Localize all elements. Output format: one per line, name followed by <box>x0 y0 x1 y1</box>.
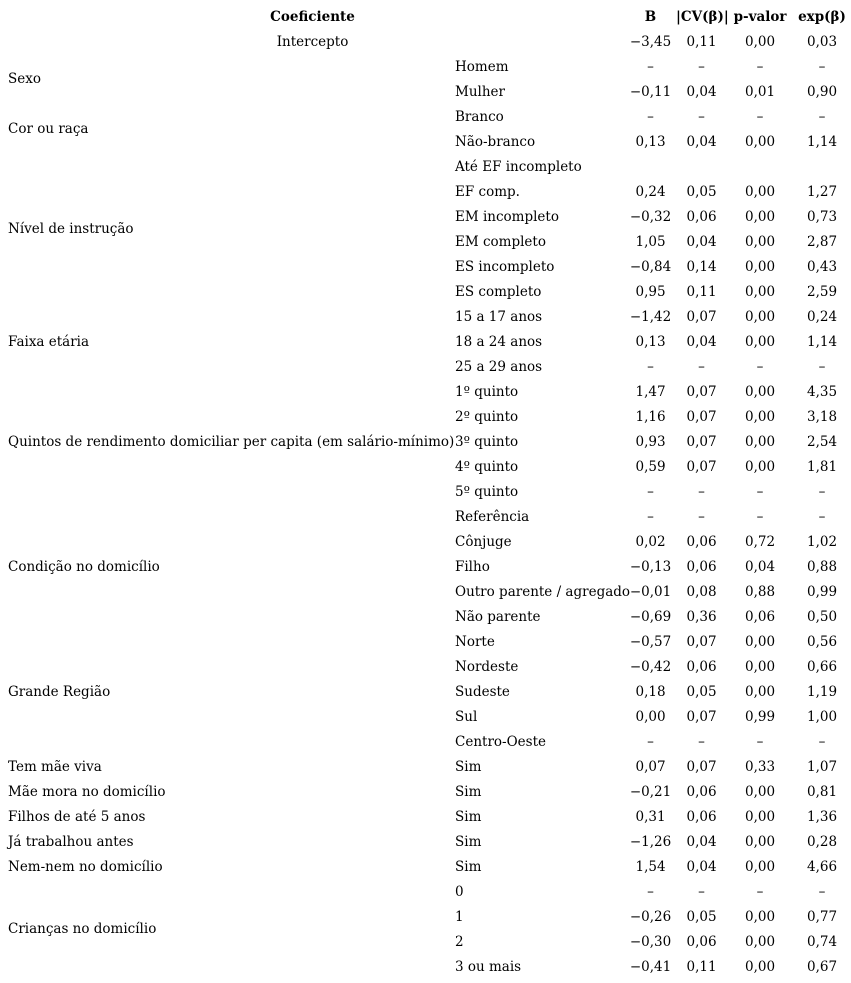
value-exp: 2,59 <box>806 283 838 300</box>
category-label: Sudeste <box>455 683 510 700</box>
value-exp: 0,99 <box>806 583 838 600</box>
category-label: 15 a 17 anos <box>455 308 543 325</box>
value-exp: 2,87 <box>806 233 838 250</box>
value-p: 0,00 <box>744 283 776 300</box>
value-exp: – <box>818 108 826 125</box>
value-p: 0,00 <box>744 833 776 850</box>
value-b: 0,18 <box>635 683 666 700</box>
category-label: Não parente <box>455 608 541 625</box>
value-b: −0,30 <box>629 933 672 950</box>
value-p: 0,00 <box>744 658 776 675</box>
value-cv: 0,07 <box>686 458 717 475</box>
group-label: Filhos de até 5 anos <box>8 808 146 825</box>
value-exp: 0,67 <box>806 958 838 975</box>
value-exp: – <box>818 508 826 525</box>
category-label: Sul <box>455 708 478 725</box>
value-p: 0,00 <box>744 183 776 200</box>
header-exp-beta: exp(β) <box>798 8 846 25</box>
value-exp: 0,73 <box>806 208 838 225</box>
value-cv: 0,06 <box>686 533 717 550</box>
value-exp: 1,14 <box>806 333 838 350</box>
value-b: −0,57 <box>629 633 672 650</box>
value-exp: – <box>818 483 826 500</box>
value-cv: 0,06 <box>686 208 717 225</box>
value-cv: – <box>698 483 705 500</box>
intercept-exp-value: 0,03 <box>806 33 838 50</box>
value-b: −1,42 <box>629 308 672 325</box>
value-b: – <box>647 358 654 375</box>
category-label: 1 <box>455 908 464 925</box>
value-cv: 0,07 <box>686 383 717 400</box>
value-exp: 1,14 <box>806 133 838 150</box>
value-p: 0,00 <box>744 383 776 400</box>
group-label: Faixa etária <box>8 333 90 350</box>
value-exp: 0,50 <box>806 608 838 625</box>
value-p: – <box>756 108 764 125</box>
value-p: 0,00 <box>744 433 776 450</box>
value-p: – <box>756 58 764 75</box>
header-b: B <box>644 8 657 25</box>
value-exp: 1,27 <box>806 183 838 200</box>
table-row <box>0 629 851 654</box>
value-p: 0,33 <box>744 758 776 775</box>
value-b: −0,21 <box>629 783 672 800</box>
value-p: 0,99 <box>744 708 776 725</box>
value-p: 0,00 <box>744 933 776 950</box>
group-label: Quintos de rendimento domiciliar per capita (em salário-mínimo) <box>8 433 455 450</box>
table-row <box>0 829 851 854</box>
value-cv: 0,04 <box>686 833 717 850</box>
value-p: 0,72 <box>744 533 776 550</box>
value-cv: 0,04 <box>686 333 717 350</box>
value-cv: 0,05 <box>686 183 717 200</box>
value-cv: – <box>698 108 705 125</box>
value-p: 0,00 <box>744 308 776 325</box>
group-label: Grande Região <box>8 683 111 700</box>
value-p: 0,00 <box>744 958 776 975</box>
value-b: −1,26 <box>629 833 672 850</box>
table-row <box>0 879 851 904</box>
value-cv: 0,08 <box>686 583 717 600</box>
value-b: 1,54 <box>635 858 666 875</box>
value-exp: 1,00 <box>806 708 838 725</box>
value-p: – <box>756 733 764 750</box>
value-p: 0,00 <box>744 258 776 275</box>
value-b: 0,13 <box>635 333 666 350</box>
header-coeficiente: Coeficiente <box>270 8 355 25</box>
value-cv <box>676 154 727 179</box>
value-p: 0,00 <box>744 633 776 650</box>
intercept-p-value: 0,00 <box>744 33 776 50</box>
value-b: – <box>647 733 654 750</box>
intercept-row <box>0 29 851 54</box>
intercept-cv-value: 0,11 <box>686 33 717 50</box>
coefficients-table <box>0 4 851 979</box>
table-row <box>0 154 851 179</box>
value-b: – <box>647 108 654 125</box>
category-label: Centro-Oeste <box>455 733 546 750</box>
category-label: Sim <box>455 783 482 800</box>
value-cv: 0,06 <box>686 933 717 950</box>
value-exp: 0,24 <box>806 308 838 325</box>
value-b: −0,13 <box>629 558 672 575</box>
value-cv: 0,07 <box>686 433 717 450</box>
group-label: Já trabalhou antes <box>8 833 134 850</box>
group-label: Nem-nem no domicílio <box>8 858 163 875</box>
value-exp: – <box>818 58 826 75</box>
table-row <box>0 854 851 879</box>
category-label: Referência <box>455 508 530 525</box>
value-exp: 0,43 <box>806 258 838 275</box>
category-label: Sim <box>455 858 482 875</box>
value-exp: – <box>818 883 826 900</box>
value-exp: 0,77 <box>806 908 838 925</box>
group-label: Crianças no domicílio <box>8 921 157 937</box>
value-cv: 0,07 <box>686 308 717 325</box>
table-row <box>0 54 851 79</box>
category-label: Sim <box>455 758 482 775</box>
value-p <box>727 154 793 179</box>
value-p: – <box>756 483 764 500</box>
value-cv: 0,14 <box>686 258 717 275</box>
value-exp: 0,66 <box>806 658 838 675</box>
category-label: 3 ou mais <box>455 958 522 975</box>
value-p: 0,01 <box>744 83 776 100</box>
value-exp: 1,07 <box>806 758 838 775</box>
value-b: 0,93 <box>635 433 666 450</box>
value-cv: 0,04 <box>686 858 717 875</box>
category-label: 5º quinto <box>455 483 519 500</box>
value-exp: 0,28 <box>806 833 838 850</box>
value-exp: – <box>818 358 826 375</box>
category-label: 4º quinto <box>455 458 519 475</box>
value-cv: 0,04 <box>686 133 717 150</box>
category-label: 2 <box>455 933 464 950</box>
value-exp <box>793 154 851 179</box>
category-label: 1º quinto <box>455 383 519 400</box>
value-cv: 0,36 <box>686 608 717 625</box>
category-label: EF comp. <box>455 183 520 200</box>
table-row <box>0 779 851 804</box>
value-b: – <box>647 508 654 525</box>
group-label: Tem mãe viva <box>8 758 102 775</box>
value-cv: 0,05 <box>686 908 717 925</box>
value-b: −0,69 <box>629 608 672 625</box>
value-b: 0,00 <box>635 708 666 725</box>
value-p: – <box>756 508 764 525</box>
value-exp: 4,35 <box>806 383 838 400</box>
value-cv: 0,07 <box>686 708 717 725</box>
value-b: 0,31 <box>635 808 666 825</box>
value-b: 0,59 <box>635 458 666 475</box>
value-cv: 0,06 <box>686 808 717 825</box>
value-cv: 0,11 <box>686 958 717 975</box>
value-exp: 1,36 <box>806 808 838 825</box>
table-row <box>0 379 851 404</box>
value-exp: 0,56 <box>806 633 838 650</box>
value-p: 0,00 <box>744 458 776 475</box>
value-b: – <box>647 58 654 75</box>
value-b: 0,02 <box>635 533 666 550</box>
value-cv: – <box>698 508 705 525</box>
group-label: Sexo <box>8 71 41 87</box>
value-b: 0,95 <box>635 283 666 300</box>
category-label: ES incompleto <box>455 258 555 275</box>
value-p: 0,06 <box>744 608 776 625</box>
header-p-valor: p-valor <box>733 8 787 25</box>
value-p: 0,00 <box>744 208 776 225</box>
value-cv: 0,07 <box>686 758 717 775</box>
value-cv: 0,11 <box>686 283 717 300</box>
value-b: −0,26 <box>629 908 672 925</box>
category-label: EM incompleto <box>455 208 559 225</box>
category-label: Não-branco <box>455 133 536 150</box>
value-p: 0,00 <box>744 783 776 800</box>
value-b: 1,05 <box>635 233 666 250</box>
table-row <box>0 504 851 529</box>
value-exp: 1,19 <box>806 683 838 700</box>
value-b: −0,42 <box>629 658 672 675</box>
value-b: 1,47 <box>635 383 666 400</box>
value-cv: 0,07 <box>686 633 717 650</box>
value-b: – <box>647 483 654 500</box>
value-b: −0,01 <box>629 583 672 600</box>
category-label: ES completo <box>455 283 542 300</box>
value-cv: – <box>698 58 705 75</box>
value-exp: 0,81 <box>806 783 838 800</box>
category-label: Até EF incompleto <box>455 158 582 175</box>
table-row <box>0 104 851 129</box>
group-label: Cor ou raça <box>8 121 89 137</box>
category-label: EM completo <box>455 233 546 250</box>
value-b: 0,24 <box>635 183 666 200</box>
value-exp: – <box>818 733 826 750</box>
header-row <box>0 4 851 29</box>
category-label: Norte <box>455 633 495 650</box>
value-b: – <box>647 883 654 900</box>
value-exp: 0,88 <box>806 558 838 575</box>
category-label: 0 <box>455 883 464 900</box>
intercept-b-value: −3,45 <box>629 33 672 50</box>
category-label: Branco <box>455 108 504 125</box>
value-cv: 0,06 <box>686 783 717 800</box>
value-exp: 3,18 <box>806 408 838 425</box>
group-label: Nível de instrução <box>8 221 134 237</box>
value-p: 0,00 <box>744 908 776 925</box>
value-b: −0,41 <box>629 958 672 975</box>
table-row <box>0 804 851 829</box>
value-cv: 0,04 <box>686 83 717 100</box>
value-exp: 0,74 <box>806 933 838 950</box>
value-p: 0,00 <box>744 858 776 875</box>
category-label: Outro parente / agregado <box>455 583 631 600</box>
value-p: 0,00 <box>744 408 776 425</box>
value-cv: 0,06 <box>686 558 717 575</box>
value-cv: – <box>698 358 705 375</box>
value-p: – <box>756 358 764 375</box>
value-cv: 0,05 <box>686 683 717 700</box>
category-label: 18 a 24 anos <box>455 333 543 350</box>
value-exp: 4,66 <box>806 858 838 875</box>
category-label: 2º quinto <box>455 408 519 425</box>
category-label: Filho <box>455 558 490 575</box>
group-label: Mãe mora no domicílio <box>8 783 166 800</box>
header-cv-beta: |CV(β)| <box>676 8 729 25</box>
value-b: 1,16 <box>635 408 666 425</box>
group-label: Condição no domicílio <box>8 558 160 575</box>
category-label: 25 a 29 anos <box>455 358 543 375</box>
value-b: 0,07 <box>635 758 666 775</box>
value-p: 0,00 <box>744 333 776 350</box>
value-exp: 2,54 <box>806 433 838 450</box>
value-b: 0,13 <box>635 133 666 150</box>
value-exp: 1,81 <box>806 458 838 475</box>
category-label: 3º quinto <box>455 433 519 450</box>
intercept-label: Intercepto <box>276 33 349 50</box>
value-b: −0,32 <box>629 208 672 225</box>
category-label: Nordeste <box>455 658 519 675</box>
value-cv: 0,04 <box>686 233 717 250</box>
category-label: Cônjuge <box>455 533 512 550</box>
value-b: −0,84 <box>629 258 672 275</box>
category-label: Mulher <box>455 83 505 100</box>
value-exp: 0,90 <box>806 83 838 100</box>
regression-coefficients-page <box>0 4 851 979</box>
value-cv: – <box>698 883 705 900</box>
value-b: −0,11 <box>629 83 672 100</box>
value-p: 0,88 <box>744 583 776 600</box>
value-exp: 1,02 <box>806 533 838 550</box>
value-p: – <box>756 883 764 900</box>
category-label: Homem <box>455 58 509 75</box>
value-b <box>625 154 676 179</box>
table-row <box>0 754 851 779</box>
category-label: Sim <box>455 808 482 825</box>
value-p: 0,04 <box>744 558 776 575</box>
value-p: 0,00 <box>744 683 776 700</box>
value-p: 0,00 <box>744 233 776 250</box>
value-p: 0,00 <box>744 808 776 825</box>
value-cv: – <box>698 733 705 750</box>
table-row <box>0 304 851 329</box>
category-label: Sim <box>455 833 482 850</box>
value-cv: 0,07 <box>686 408 717 425</box>
value-p: 0,00 <box>744 133 776 150</box>
value-cv: 0,06 <box>686 658 717 675</box>
